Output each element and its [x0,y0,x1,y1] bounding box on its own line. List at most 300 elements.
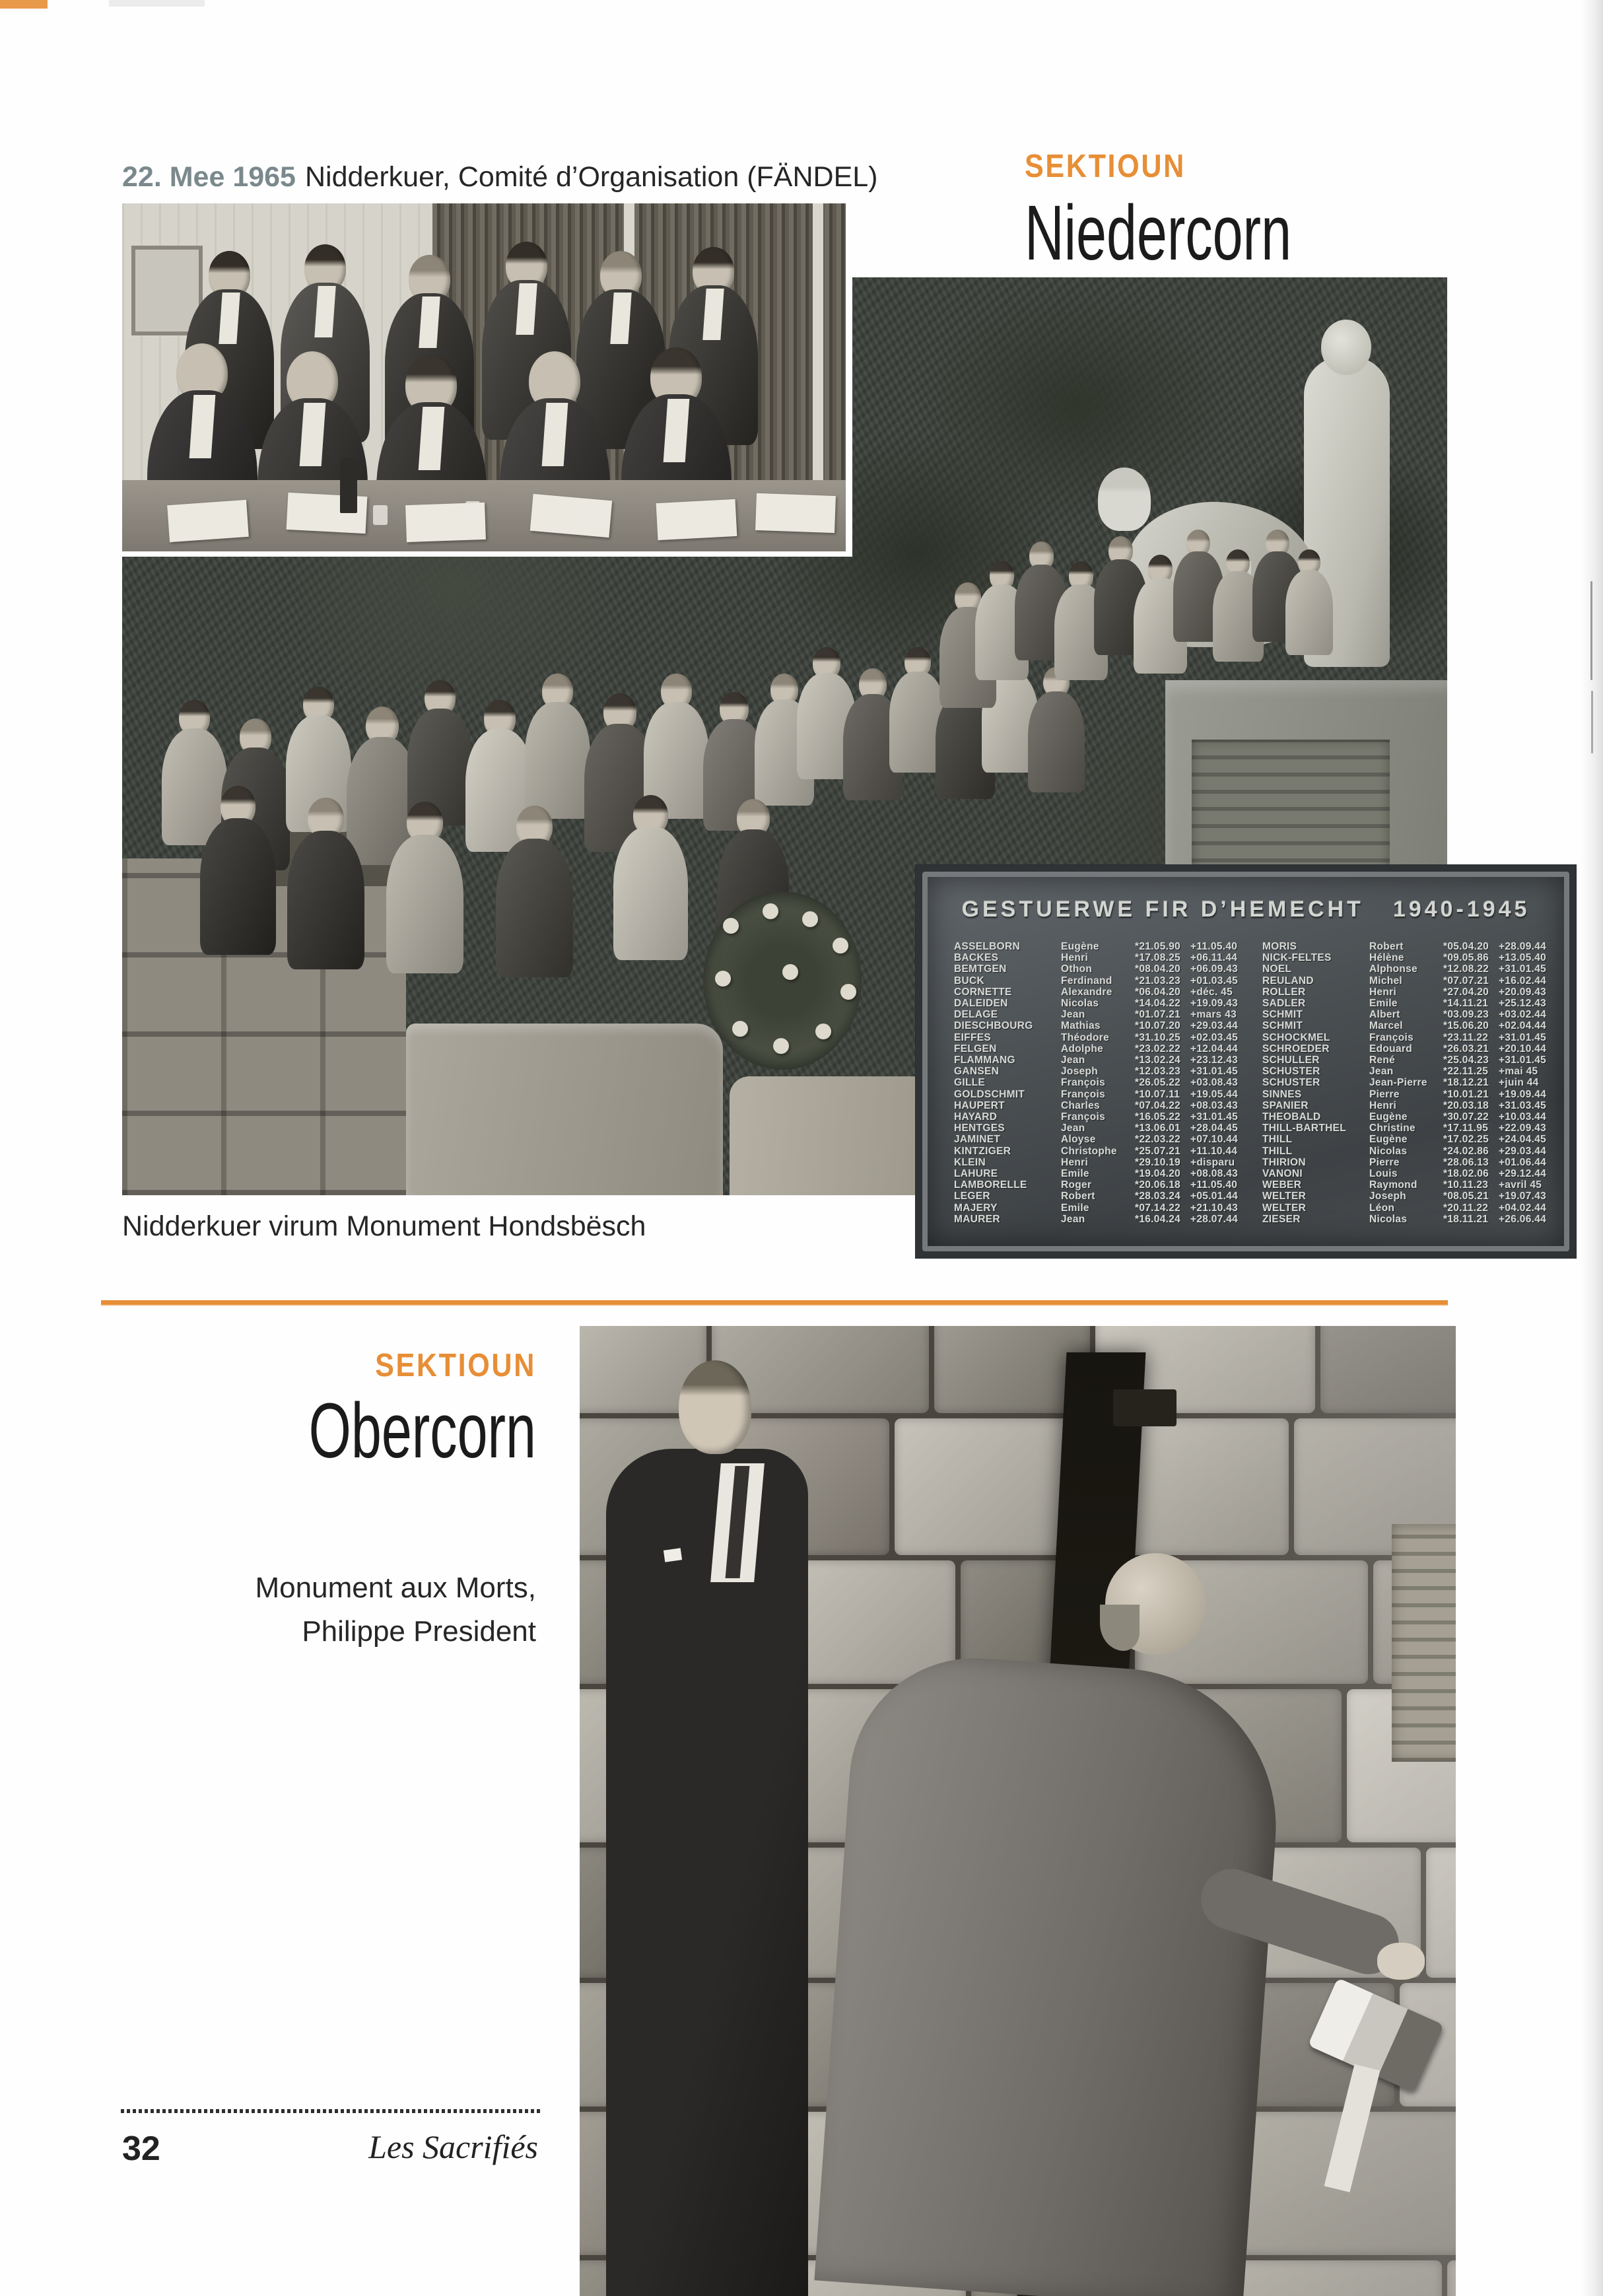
plaque-cell-dd: +juin 44 [1499,1077,1539,1089]
plaque-cell-bd: *12.03.23 [1135,1066,1181,1078]
person-figure [1028,667,1085,792]
plaque-cell-sn: SCHUSTER [1262,1066,1320,1078]
plaque-cell-fn: Jean [1061,1123,1085,1134]
plaque-cell-dd: +20.09.43 [1499,986,1547,998]
plaque-cell-bd: *28.03.24 [1135,1191,1181,1202]
photo-obercorn-wall [580,1326,1456,2296]
person-body [1285,570,1333,655]
plaque-cell-bd: *15.06.20 [1443,1020,1489,1032]
plaque-cell-bd: *21.03.23 [1135,975,1181,987]
plaque-row [954,1112,1239,1123]
plaque-cell-bd: *20.06.18 [1135,1179,1181,1191]
coat-man-hand [1377,1943,1425,1980]
person-figure [1285,549,1333,655]
table-paper [755,493,836,533]
plaque-cell-bd: *26.05.22 [1135,1077,1181,1089]
drinking-glass [465,501,480,521]
person-shirt [702,289,724,340]
flower-wreath [703,891,862,1070]
plaque-cell-dd: +01.06.44 [1499,1156,1547,1168]
plaque-row [1262,964,1547,975]
plaque-cell-sn: ZIESER [1262,1214,1301,1225]
plaque-cell-fn: Roger [1061,1180,1092,1191]
plaque-row [954,1191,1239,1202]
person-shirt [541,403,568,466]
plaque-cell-dd: +mars 43 [1190,1009,1237,1021]
person-body [200,818,276,955]
plaque-cell-bd: *20.11.22 [1443,1202,1489,1214]
plaque-row [954,998,1239,1009]
person-shirt [314,286,335,337]
plaque-row [954,1203,1239,1214]
plaque-cell-fn: Eugène [1061,942,1099,952]
wreath-flower [815,1024,831,1039]
plaque-cell-bd: *27.04.20 [1443,986,1489,998]
plaque-cell-fn: Robert [1369,942,1404,952]
caption-text: Nidderkuer, Comité d’Organisation (FÄNDEL) [304,161,878,193]
plaque-cell-bd: *13.06.01 [1135,1123,1181,1134]
plaque-row [1262,1112,1547,1123]
plaque-cell-sn: WELTER [1262,1191,1307,1202]
plaque-cell-bd: *14.11.21 [1443,998,1489,1010]
plaque-columns [954,942,1547,1225]
plaque-cell-bd: *07.04.22 [1135,1099,1181,1111]
table-paper [656,499,737,540]
plaque-cell-dd: +28.04.45 [1190,1123,1239,1134]
plaque-cell-fn: Ferdinand [1061,975,1112,987]
plaque-cell-bd: *16.04.24 [1135,1213,1181,1225]
plaque-cell-fn: Raymond [1369,1180,1417,1191]
plaque-row [1262,1101,1547,1111]
person-shirt [418,407,444,470]
plaque-cell-dd: +disparu [1190,1156,1235,1168]
plaque-cell-dd: +10.03.44 [1499,1111,1547,1123]
plaque-cell-fn: Jean [1369,1066,1394,1078]
plaque-cell-fn: Joseph [1061,1066,1099,1078]
plaque-cell-bd: *10.07.20 [1135,1020,1181,1032]
person-body [613,827,688,960]
person-shirt [419,296,440,348]
plaque-row [954,1134,1239,1145]
plaque-row [954,987,1239,998]
person-body [525,702,590,819]
plaque-cell-dd: +19.09.44 [1499,1088,1547,1100]
plaque-cell-fn: Louis [1369,1169,1398,1180]
plaque-cell-fn: Henri [1369,1100,1397,1111]
plaque-cell-dd: +12.04.44 [1190,1043,1239,1055]
person-shirt [189,395,215,458]
person-figure [613,795,688,960]
photo-committee-inset [122,203,852,557]
plaque-cell-bd: *10.01.21 [1443,1088,1489,1100]
plaque-cell-bd: *14.04.22 [1135,998,1181,1010]
person-body [386,835,463,973]
plaque-cell-fn: Alphonse [1369,964,1418,975]
foreground-stone [406,1024,723,1195]
plaque-cell-fn: Pierre [1369,1157,1400,1168]
plaque-cell-sn: KLEIN [954,1157,986,1168]
plaque-row [954,942,1239,952]
plaque-cell-sn: DELAGE [954,1010,998,1021]
plaque-cell-dd: +01.03.45 [1190,975,1239,987]
caption-line: Monument aux Morts, [255,1572,536,1604]
plaque-cell-fn: Edouard [1369,1043,1412,1055]
plaque-cell-sn: DALEIDEN [954,998,1008,1010]
plaque-header [928,897,1564,922]
plaque-title: GESTUERWE FIR D’HEMECHT [961,897,1364,922]
plaque-row [954,1123,1239,1134]
plaque-cell-dd: +19.09.43 [1190,998,1239,1010]
plaque-cell-dd: +31.01.45 [1499,963,1547,975]
plaque-row [1262,1055,1547,1066]
caption-date: 22. Mee 1965 [122,161,296,193]
plaque-row [1262,998,1547,1009]
plaque-cell-fn: Emile [1369,998,1398,1010]
person-body [496,839,573,977]
plaque-cell-dd: +07.10.44 [1190,1134,1239,1146]
plaque-cell-dd: +31.01.45 [1499,1031,1547,1043]
plaque-cell-bd: *10.07.11 [1135,1088,1180,1100]
plaque-row [1262,1033,1547,1043]
plaque-cell-bd: *24.02.86 [1443,1145,1489,1157]
plaque-cell-dd: +11.05.40 [1190,1179,1238,1191]
plaque-row [1262,1134,1547,1145]
plaque-cell-bd: *31.10.25 [1135,1031,1181,1043]
plaque-cell-sn: SCHULLER [1262,1055,1320,1066]
plaque-cell-sn: GILLE [954,1078,986,1089]
plaque-cell-bd: *19.04.20 [1135,1168,1181,1180]
plaque-cell-dd: +02.03.45 [1190,1031,1239,1043]
plaque-cell-dd: +16.02.44 [1499,975,1547,987]
wreath-flower [802,911,818,927]
wall-dark-plaque [1113,1389,1177,1426]
plaque-cell-bd: *08.05.21 [1443,1191,1489,1202]
plaque-cell-dd: +mai 45 [1499,1066,1538,1078]
plaque-cell-bd: *07.07.21 [1443,975,1489,987]
plaque-cell-bd: *17.08.25 [1135,952,1181,964]
plaque-cell-sn: THIRION [1262,1157,1306,1168]
plaque-cell-sn: SCHUSTER [1262,1078,1320,1089]
plaque-cell-fn: René [1369,1055,1396,1066]
photo-caption-monument: Nidderkuer virum Monument Hondsbësch [122,1210,646,1242]
plaque-cell-fn: Hélène [1369,953,1404,964]
plaque-cell-dd: +31.03.45 [1499,1099,1547,1111]
plaque-cell-dd: +28.09.44 [1499,941,1547,952]
person-shirt [219,293,240,344]
plaque-cell-fn: Léon [1369,1202,1395,1214]
section-heading-obercorn [122,1347,536,1475]
plaque-cell-sn: SCHOCKMEL [1262,1032,1330,1043]
plaque-cell-dd: +06.11.44 [1190,952,1238,964]
plaque-cell-bd: *18.12.21 [1443,1077,1489,1089]
plaque-cell-sn: CORNETTE [954,987,1012,998]
plaque-cell-bd: *06.04.20 [1135,986,1181,998]
page-edge-shadow [1581,0,1603,2296]
plaque-row [954,953,1239,963]
plaque-cell-dd: +29.03.44 [1499,1145,1547,1157]
plaque-cell-dd: +31.01.45 [1190,1111,1239,1123]
plaque-cell-dd: +04.02.44 [1499,1202,1547,1214]
plaque-cell-bd: *18.02.06 [1443,1168,1489,1180]
plaque-cell-dd: +29.03.44 [1190,1020,1239,1032]
plaque-cell-bd: *22.11.25 [1443,1066,1489,1078]
plaque-cell-sn: MORIS [1262,942,1297,952]
person-shirt [610,293,631,344]
plaque-cell-fn: Nicolas [1369,1146,1408,1157]
photo-caption-committee [122,161,877,193]
plaque-row [1262,1044,1547,1055]
plaque-row [1262,1180,1547,1191]
plaque-row [954,1169,1239,1179]
plaque-row [954,1214,1239,1225]
plaque-cell-bd: *08.04.20 [1135,963,1181,975]
plaque-cell-dd: +11.05.40 [1190,941,1238,952]
person-body [1028,691,1085,792]
plaque-cell-fn: Nicolas [1061,998,1099,1010]
plaque-cell-dd: +24.04.45 [1499,1134,1547,1146]
plaque-cell-bd: *07.14.22 [1135,1202,1181,1214]
caption-line: Philippe President [302,1615,536,1648]
plaque-cell-fn: Joseph [1369,1191,1407,1202]
plaque-cell-dd: +05.01.44 [1190,1191,1239,1202]
plaque-cell-fn: François [1061,1089,1106,1100]
table-paper [530,494,612,538]
plaque-row [1262,1021,1547,1031]
wreath-flower [782,964,798,980]
plaque-row [1262,1203,1547,1214]
plaque-cell-sn: WEBER [1262,1180,1302,1191]
plaque-cell-fn: François [1061,1078,1106,1089]
section-title: Obercorn [308,1387,536,1475]
table-paper [167,500,249,542]
photo-caption-obercorn [122,1566,536,1653]
plaque-cell-sn: NICK-FELTES [1262,953,1332,964]
person-shirt [663,399,689,462]
plaque-row [1262,976,1547,987]
section-heading-niedercorn [1025,148,1406,277]
wreath-flower [773,1038,789,1054]
plaque-row [954,964,1239,975]
photo-monument-group [122,277,1547,1225]
plaque-cell-fn: Henri [1061,953,1089,964]
plaque-cell-sn: KINTZIGER [954,1146,1011,1157]
drinking-glass [373,505,388,525]
plaque-cell-sn: ROLLER [1262,987,1306,998]
wreath-flower [840,984,856,1000]
plaque-cell-fn: Marcel [1369,1021,1403,1032]
plaque-cell-fn: Henri [1369,987,1397,998]
plaque-row [1262,1066,1547,1077]
plaque-cell-fn: Alexandre [1061,987,1112,998]
wreath-flower [732,1021,748,1037]
plaque-cell-sn: EIFFES [954,1032,992,1043]
plaque-cell-dd: +08.03.43 [1190,1099,1239,1111]
page-curl-mark [1591,691,1593,753]
plaque-cell-dd: +03.02.44 [1499,1009,1547,1021]
wreath-flower [715,971,731,987]
plaque-cell-bd: *13.02.24 [1135,1055,1181,1066]
plaque-cell-fn: Mathias [1061,1021,1101,1032]
plaque-row [954,976,1239,987]
plaque-row [1262,942,1547,952]
plaque-cell-sn: SCHROEDER [1262,1043,1330,1055]
plaque-cell-sn: HENTGES [954,1123,1006,1134]
plaque-right-column [1262,942,1547,1225]
plaque-cell-bd: *22.03.22 [1135,1134,1181,1146]
plaque-row [954,1090,1239,1100]
plaque-cell-sn: THILL [1262,1146,1293,1157]
page-number: 32 [122,2130,160,2168]
plaque-cell-sn: SPANIER [1262,1100,1309,1111]
plaque-cell-bd: *17.02.25 [1443,1134,1489,1146]
plaque-cell-sn: LEGER [954,1191,990,1202]
plaque-cell-sn: BEMTGEN [954,964,1007,975]
plaque-cell-fn: Nicolas [1369,1214,1408,1225]
plaque-cell-fn: Christophe [1061,1146,1117,1157]
pocket-square [664,1548,682,1562]
plaque-cell-dd: +23.12.43 [1190,1055,1239,1066]
section-divider [101,1300,1448,1305]
plaque-cell-fn: Pierre [1369,1089,1400,1100]
section-kicker: SEKTIOUN [375,1348,536,1383]
person-body [287,831,364,969]
plaque-cell-fn: Christine [1369,1123,1415,1134]
plaque-row [1262,1123,1547,1134]
footer-dotted-rule [121,2109,541,2113]
plaque-cell-fn: Emile [1061,1202,1089,1214]
plaque-cell-dd: +13.05.40 [1499,952,1547,964]
plaque-cell-sn: FLAMMANG [954,1055,1015,1066]
plaque-cell-dd: +02.04.44 [1499,1020,1547,1032]
plaque-row [954,1066,1239,1077]
plaque-cell-sn: HAUPERT [954,1100,1006,1111]
plaque-row [954,1180,1239,1191]
plaque-cell-dd: +déc. 45 [1190,986,1233,998]
plaque-cell-fn: Robert [1061,1191,1095,1202]
plaque-cell-bd: *16.05.22 [1135,1111,1181,1123]
person-shirt [299,403,325,466]
plaque-row [1262,1010,1547,1020]
plaque-cell-bd: *18.11.21 [1443,1213,1489,1225]
plaque-cell-bd: *26.03.21 [1443,1043,1489,1055]
coat-man-body [814,1650,1286,2296]
plaque-cell-fn: Jean-Pierre [1369,1078,1427,1089]
plaque-cell-dd: +19.07.43 [1499,1191,1547,1202]
wall-inscription-stone [1392,1524,1456,1762]
plaque-cell-dd: +19.05.44 [1190,1088,1239,1100]
plaque-cell-bd: *28.06.13 [1443,1156,1489,1168]
person-figure [525,674,590,819]
suit-man-body [606,1449,808,2296]
suit-man-head [679,1360,751,1454]
plaque-cell-fn: Eugène [1369,1134,1408,1146]
plaque-cell-fn: Jean [1061,1055,1085,1066]
plaque-cell-bd: *29.10.19 [1135,1156,1181,1168]
plaque-cell-sn: ASSELBORN [954,942,1021,952]
page-curl-mark [1590,581,1592,680]
plaque-cell-sn: JAMINET [954,1134,1001,1146]
memorial-plaque [922,872,1569,1251]
plaque-cell-fn: Théodore [1061,1032,1110,1043]
plaque-row [954,1158,1239,1168]
scan-smudge [109,0,205,7]
plaque-cell-sn: REULAND [1262,975,1314,987]
plaque-cell-sn: SCHMIT [1262,1010,1303,1021]
plaque-cell-fn: Eugène [1369,1112,1408,1123]
plaque-cell-bd: *30.07.22 [1443,1111,1489,1123]
plaque-cell-fn: Michel [1369,975,1403,987]
plaque-cell-sn: GANSEN [954,1066,1000,1078]
plaque-cell-dd: +29.12.44 [1499,1168,1547,1180]
statue-pieta-head [1098,468,1151,531]
plaque-cell-sn: SCHMIT [1262,1021,1303,1032]
plaque-cell-bd: *20.03.18 [1443,1099,1489,1111]
plaque-row [954,1078,1239,1088]
plaque-row [1262,953,1547,963]
plaque-cell-sn: NOEL [1262,964,1292,975]
plaque-cell-sn: DIESCHBOURG [954,1021,1033,1032]
plaque-cell-sn: BACKES [954,953,999,964]
plaque-cell-fn: Emile [1061,1169,1089,1180]
plaque-row [1262,1169,1547,1179]
plaque-cell-sn: MAJERY [954,1202,998,1214]
plaque-cell-dd: +22.09.43 [1499,1123,1547,1134]
person-figure [386,802,463,973]
book-title: Les Sacrifiés [368,2128,538,2165]
scan-corner-mark [0,0,48,9]
plaque-cell-sn: SADLER [1262,998,1306,1010]
plaque-cell-sn: FELGEN [954,1043,997,1055]
plaque-row [954,1021,1239,1031]
plaque-cell-bd: *21.05.90 [1135,941,1181,952]
plaque-cell-fn: Henri [1061,1157,1089,1168]
person-figure [200,786,276,955]
plaque-cell-sn: HAYARD [954,1112,998,1123]
plaque-cell-dd: +31.01.45 [1499,1055,1547,1066]
plaque-cell-dd: +06.09.43 [1190,963,1239,975]
plaque-cell-dd: +03.08.43 [1190,1077,1239,1089]
plaque-row [954,1010,1239,1020]
plaque-row [1262,987,1547,998]
plaque-row [954,1146,1239,1157]
person-figure [496,806,573,977]
plaque-cell-dd: +11.10.44 [1190,1145,1238,1157]
photo-memorial-plaque [916,865,1576,1258]
plaque-row [954,1033,1239,1043]
plaque-cell-fn: Charles [1061,1100,1100,1111]
plaque-cell-sn: GOLDSCHMIT [954,1089,1025,1100]
plaque-cell-fn: Albert [1369,1010,1400,1021]
plaque-row [1262,1078,1547,1088]
plaque-row [1262,1090,1547,1100]
plaque-cell-bd: *25.07.21 [1135,1145,1181,1157]
plaque-cell-sn: MAURER [954,1214,1000,1225]
plaque-cell-sn: BUCK [954,975,984,987]
plaque-cell-bd: *05.04.20 [1443,941,1489,952]
person-figure [287,798,364,969]
plaque-row [1262,1158,1547,1168]
plaque-cell-dd: +25.12.43 [1499,998,1547,1010]
wreath-flower [833,938,848,954]
plaque-cell-fn: Jean [1061,1214,1085,1225]
plaque-years: 1940-1945 [1392,897,1530,922]
plaque-cell-bd: *09.05.86 [1443,952,1489,964]
plaque-cell-sn: LAHURE [954,1169,998,1180]
plaque-cell-fn: François [1369,1032,1414,1043]
plaque-cell-bd: *25.04.23 [1443,1055,1489,1066]
plaque-cell-sn: THILL [1262,1134,1293,1146]
plaque-cell-bd: *03.09.23 [1443,1009,1489,1021]
